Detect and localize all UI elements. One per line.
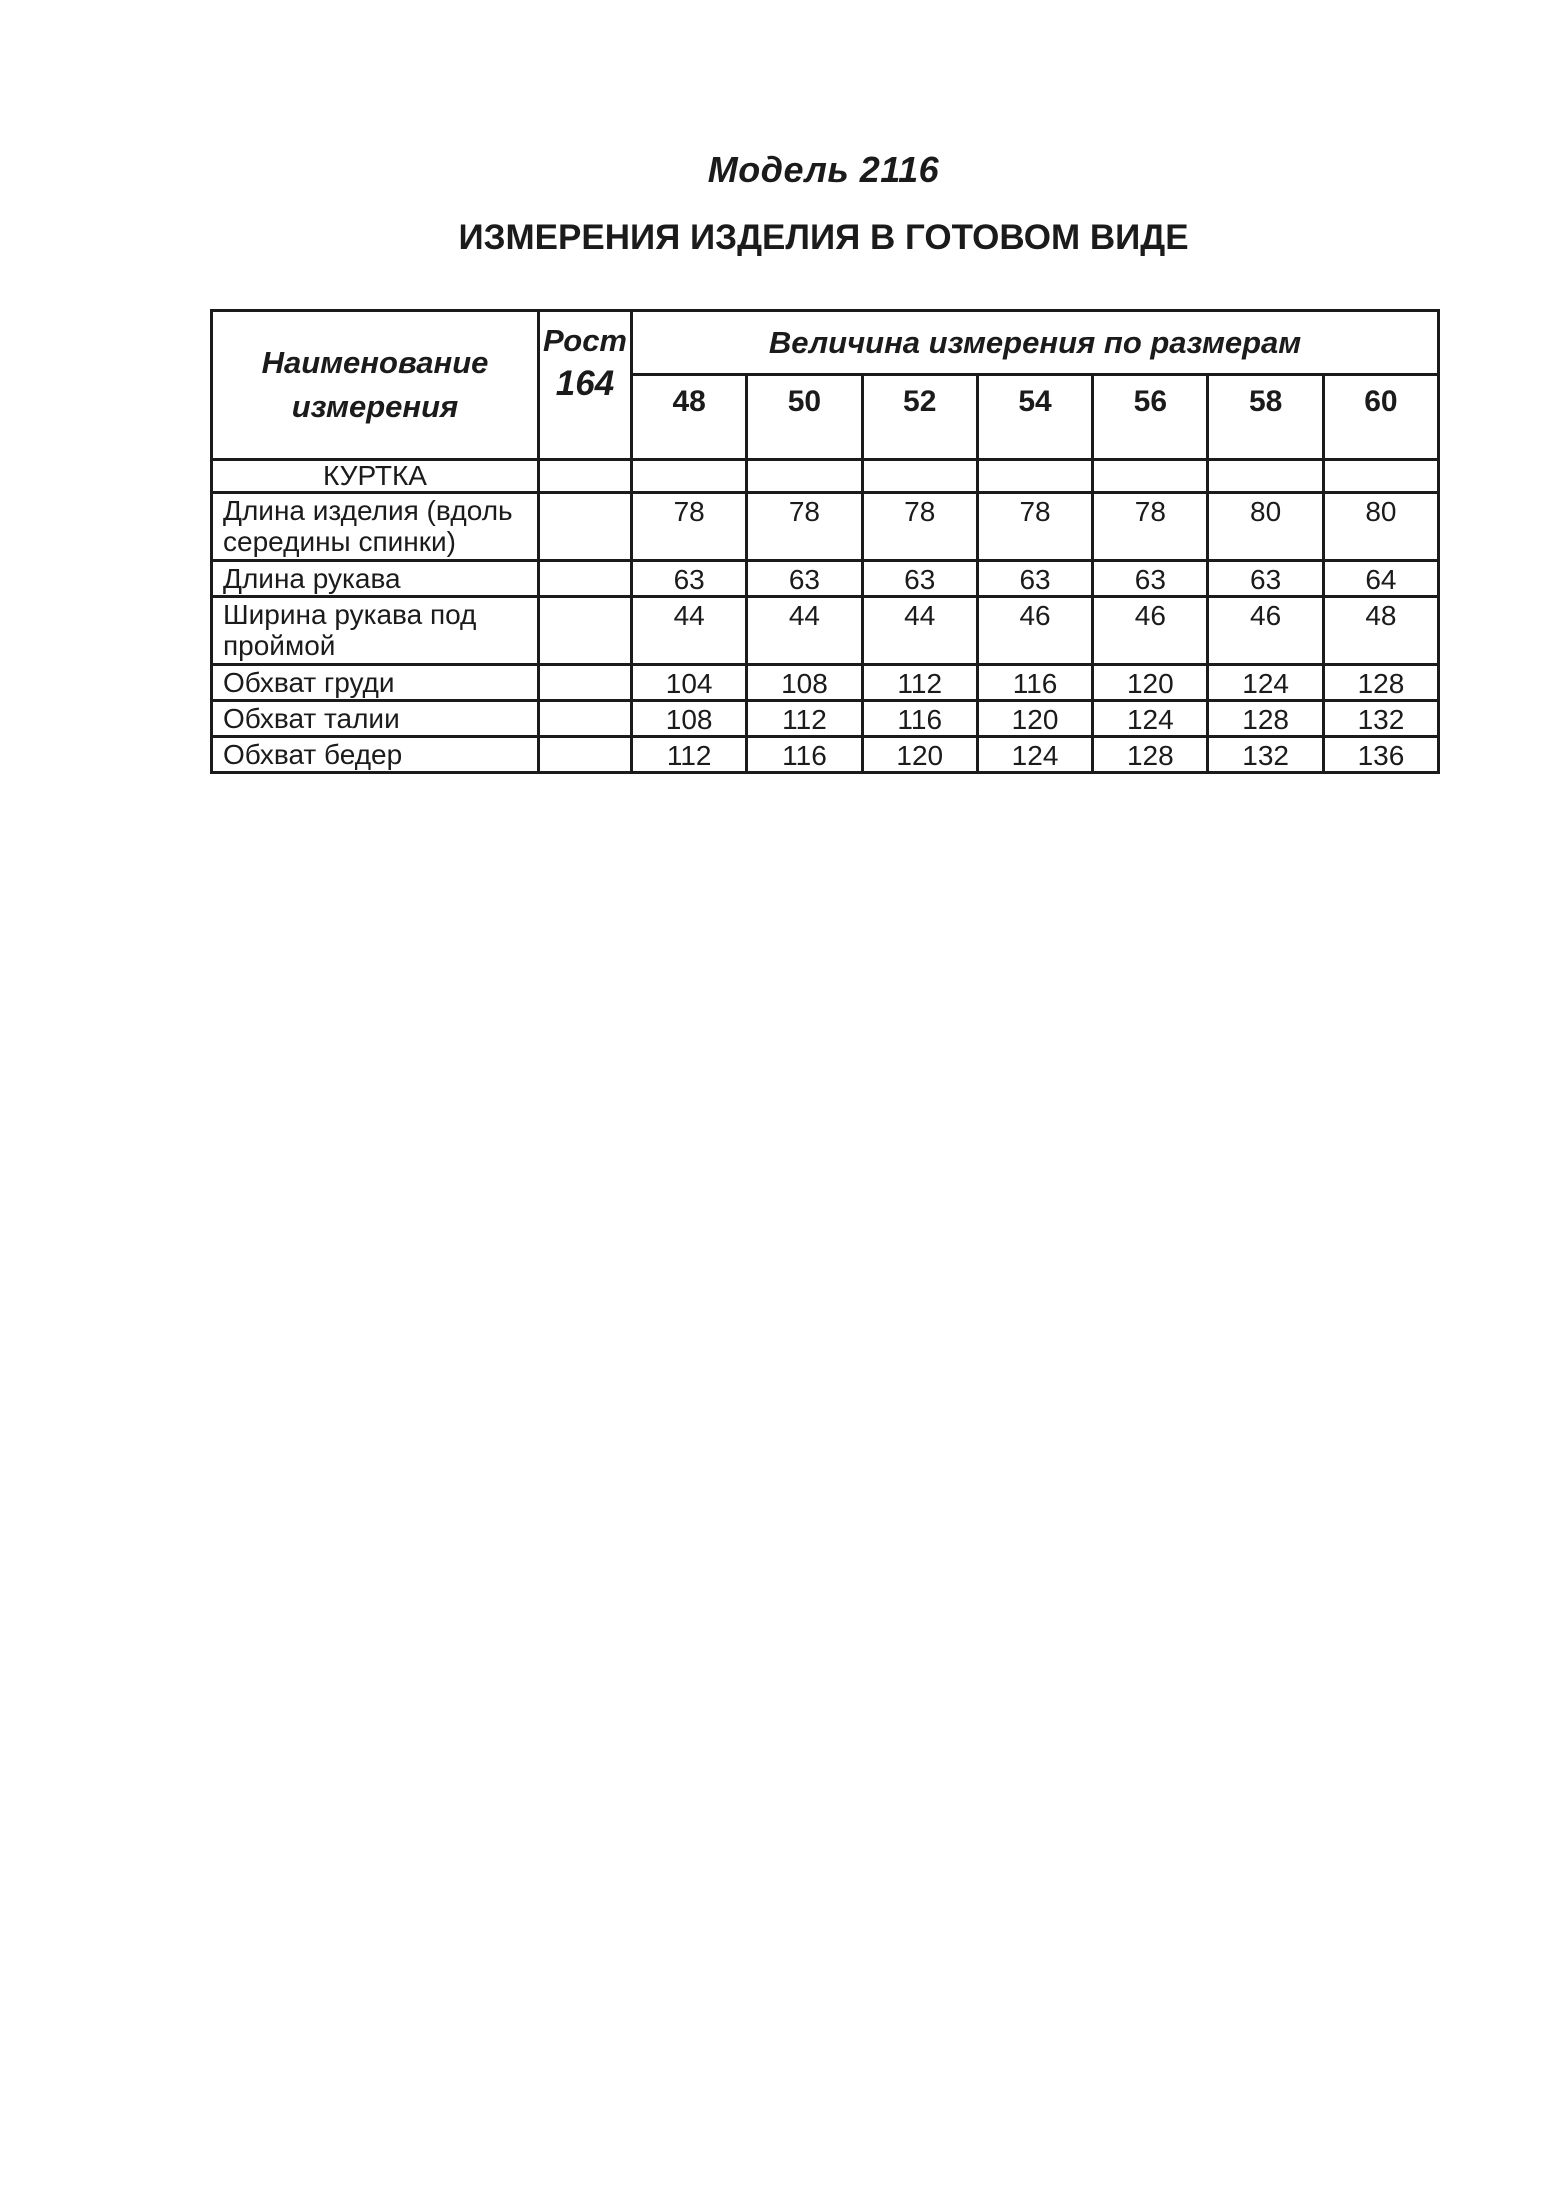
table-row	[212, 701, 1439, 737]
value-cell: 128	[1208, 701, 1323, 737]
page-title: Модель 2116	[707, 149, 940, 190]
value-cell: 132	[1208, 737, 1323, 773]
empty-cell	[539, 701, 632, 737]
section-label: КУРТКА	[212, 460, 539, 493]
value-cell: 108	[747, 665, 862, 701]
value-cell: 78	[632, 493, 747, 561]
value-cell: 44	[632, 597, 747, 665]
value-cell: 104	[632, 665, 747, 701]
value-cell: 120	[862, 737, 977, 773]
value-cell: 108	[632, 701, 747, 737]
value-cell: 80	[1323, 493, 1438, 561]
value-cell: 63	[632, 561, 747, 597]
value-cell: 116	[862, 701, 977, 737]
empty-cell	[539, 460, 632, 493]
value-cell: 78	[977, 493, 1092, 561]
row-label: Обхват бедер	[212, 737, 539, 773]
empty-cell	[539, 561, 632, 597]
value-cell: 46	[1208, 597, 1323, 665]
empty-cell	[539, 665, 632, 701]
section-row	[212, 460, 1439, 493]
value-cell: 78	[862, 493, 977, 561]
table-row	[212, 597, 1439, 665]
value-cell: 124	[1208, 665, 1323, 701]
table-row	[212, 493, 1439, 561]
value-cell: 44	[747, 597, 862, 665]
height-value: 164	[555, 364, 615, 403]
height-column-header	[539, 311, 632, 460]
row-label: Ширина рукава под проймой	[212, 597, 539, 665]
height-label: Рост	[542, 323, 627, 358]
value-cell: 63	[977, 561, 1092, 597]
size-column-header: 56	[1093, 375, 1208, 460]
empty-cell	[977, 460, 1092, 493]
empty-cell	[1208, 460, 1323, 493]
value-cell: 128	[1323, 665, 1438, 701]
value-cell: 78	[1093, 493, 1208, 561]
row-label: Длина рукава	[212, 561, 539, 597]
size-column-header: 48	[632, 375, 747, 460]
value-cell: 116	[977, 665, 1092, 701]
name-column-header: Наименование измерения	[212, 311, 539, 460]
value-cell: 136	[1323, 737, 1438, 773]
measurements-table	[210, 309, 1440, 774]
empty-cell	[862, 460, 977, 493]
table-row	[212, 561, 1439, 597]
row-label: Длина изделия (вдоль середины спинки)	[212, 493, 539, 561]
table-row	[212, 665, 1439, 701]
value-cell: 120	[977, 701, 1092, 737]
value-cell: 78	[747, 493, 862, 561]
value-cell: 80	[1208, 493, 1323, 561]
empty-cell	[1323, 460, 1438, 493]
value-cell: 63	[747, 561, 862, 597]
sizes-group-header: Величина измерения по размерам	[632, 311, 1439, 375]
value-cell: 63	[862, 561, 977, 597]
header-row-groups	[212, 311, 1439, 375]
empty-cell	[539, 737, 632, 773]
empty-cell	[539, 597, 632, 665]
empty-cell	[632, 460, 747, 493]
empty-cell	[539, 493, 632, 561]
value-cell: 63	[1208, 561, 1323, 597]
value-cell: 46	[977, 597, 1092, 665]
value-cell: 124	[977, 737, 1092, 773]
value-cell: 48	[1323, 597, 1438, 665]
value-cell: 116	[747, 737, 862, 773]
value-cell: 46	[1093, 597, 1208, 665]
size-column-header: 58	[1208, 375, 1323, 460]
size-column-header: 54	[977, 375, 1092, 460]
value-cell: 112	[632, 737, 747, 773]
row-label: Обхват талии	[212, 701, 539, 737]
value-cell: 63	[1093, 561, 1208, 597]
size-column-header: 60	[1323, 375, 1438, 460]
empty-cell	[1093, 460, 1208, 493]
empty-cell	[747, 460, 862, 493]
value-cell: 64	[1323, 561, 1438, 597]
table-row	[212, 737, 1439, 773]
size-column-header: 50	[747, 375, 862, 460]
value-cell: 128	[1093, 737, 1208, 773]
size-column-header: 52	[862, 375, 977, 460]
value-cell: 132	[1323, 701, 1438, 737]
value-cell: 120	[1093, 665, 1208, 701]
value-cell: 124	[1093, 701, 1208, 737]
value-cell: 44	[862, 597, 977, 665]
row-label: Обхват груди	[212, 665, 539, 701]
value-cell: 112	[862, 665, 977, 701]
value-cell: 112	[747, 701, 862, 737]
page-subtitle: ИЗМЕРЕНИЯ ИЗДЕЛИЯ В ГОТОВОМ ВИДЕ	[458, 218, 1189, 257]
